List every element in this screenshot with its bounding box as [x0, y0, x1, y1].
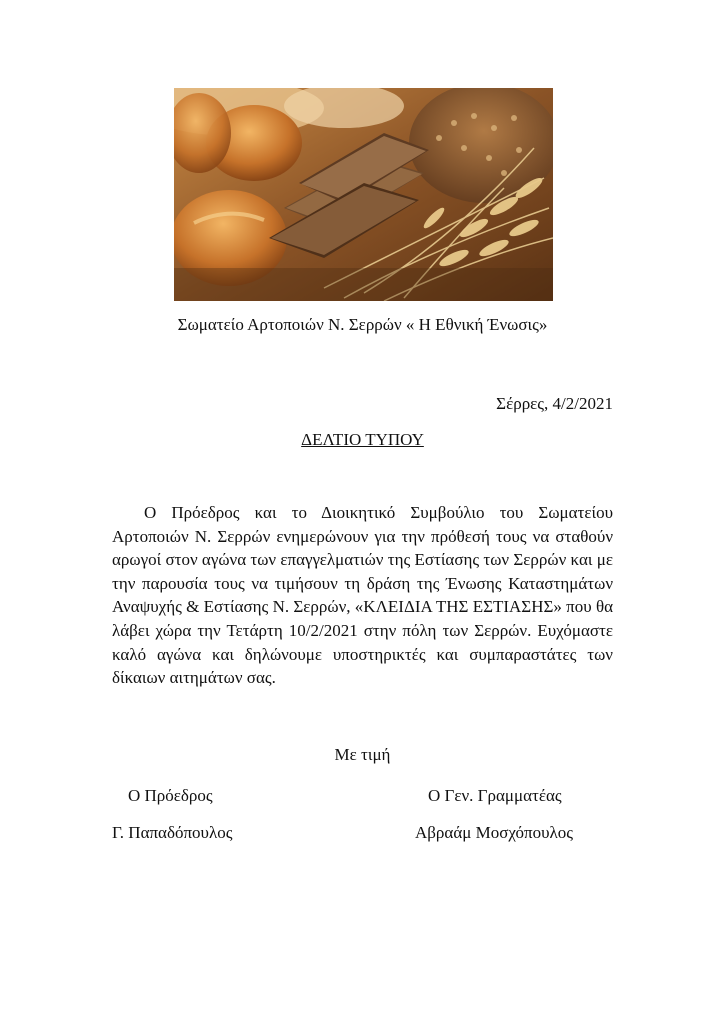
president-name: Γ. Παπαδόπουλος — [112, 823, 233, 842]
closing-salutation: Με τιμή — [334, 745, 391, 764]
president-role: Ο Πρόεδρος — [128, 786, 213, 805]
body-paragraph: Ο Πρόεδρος και το Διοικητικό Συμβούλιο του Σωματείου Αρτοποιών Ν. Σερρών ενημερώνουν για την πρόθεσή τους να σταθούν αρωγοί στον αγώνα των επαγγελματιών της Εστίασης των Σερρών και με την παρουσία τους να τιμήσουν τη δράση της Ένωσης Καταστημάτων Αναψυχής & Εστίασης Ν. Σερρών, «ΚΛΕΙΔΙΑ ΤΗΣ ΕΣΤΙΑΣΗΣ» που θα λάβει χώρα την Τετάρτη 10/2/2021 στην πόλη των Σερρών. Ευχόμαστε καλό αγώνα και δηλώνουμε υποστηρικτές και συμπαραστάτες των δίκαιων αιτημάτων σας. — [112, 503, 613, 688]
document-title: ΔΕΛΤΙΟ ΤΥΠΟΥ — [301, 430, 424, 449]
secretary-name: Αβραάμ Μοσχόπουλος — [415, 823, 574, 842]
bread-wheat-photo — [174, 88, 553, 301]
place-date: Σέρρες, 4/2/2021 — [496, 394, 613, 413]
secretary-role: Ο Γεν. Γραμματέας — [428, 786, 562, 805]
organization-name: Σωματείο Αρτοποιών Ν. Σερρών « Η Εθνική Ένωσις» — [177, 315, 548, 334]
